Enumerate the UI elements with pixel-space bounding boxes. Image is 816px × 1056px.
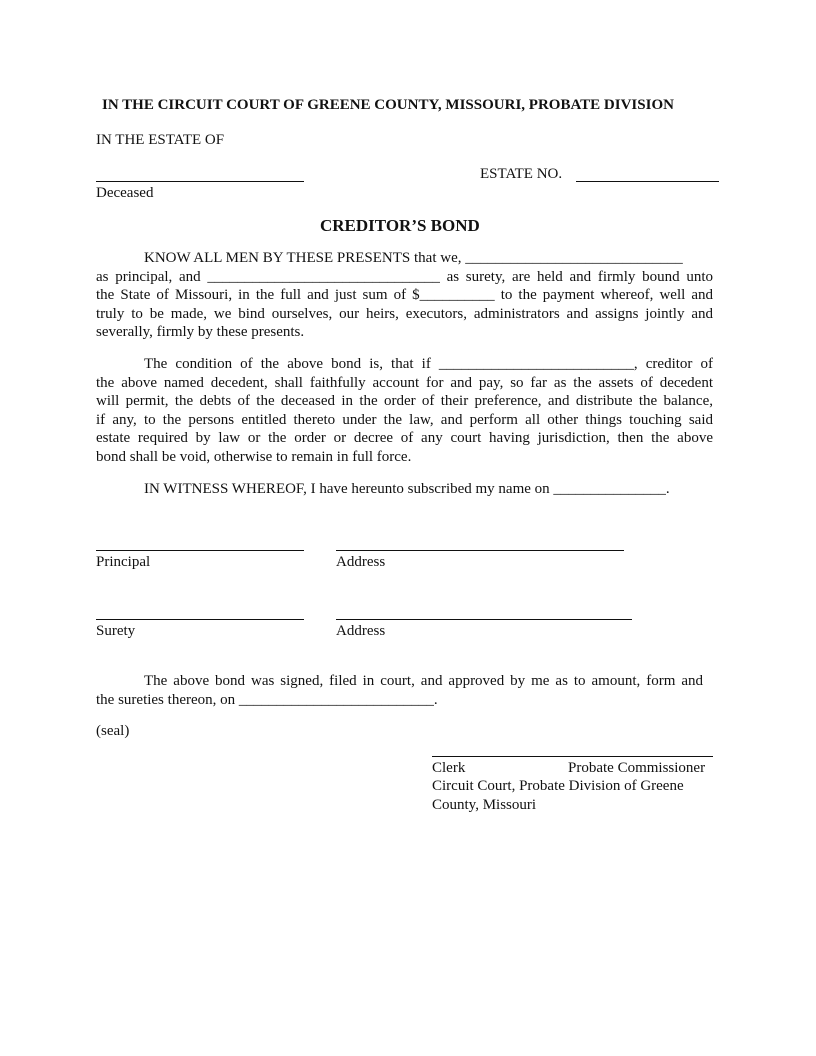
clerk-label: Clerk bbox=[432, 760, 466, 776]
witness-statement: IN WITNESS WHEREOF, I have hereunto subscribed my name on _______________. bbox=[144, 481, 670, 497]
court-name-line-2: County, Missouri bbox=[432, 797, 537, 813]
estate-no-line[interactable] bbox=[576, 181, 719, 182]
paragraph-line: The above bond was signed, filed in court, and approved by me as to amount, form and bbox=[144, 673, 703, 689]
seal-label: (seal) bbox=[96, 723, 130, 739]
paragraph-line: estate required by law or the order or decree of any court having jurisdiction, then the above bbox=[96, 430, 713, 447]
paragraph-line: as principal, and _______________________________ as surety, are held and firmly bound unto bbox=[96, 268, 713, 285]
court-name-line-1: Circuit Court, Probate Division of Greene bbox=[432, 778, 684, 794]
condition-paragraph bbox=[96, 355, 713, 467]
clerk-signature-line[interactable] bbox=[432, 756, 713, 757]
surety-label: Surety bbox=[96, 623, 136, 639]
paragraph-line: KNOW ALL MEN BY THESE PRESENTS that we, _____________________________ bbox=[144, 250, 683, 266]
paragraph-line: severally, firmly by these presents. bbox=[96, 324, 305, 341]
document-title: CREDITOR’S BOND bbox=[320, 216, 480, 235]
bond-paragraph bbox=[96, 249, 713, 342]
surety-signature-line[interactable] bbox=[96, 619, 304, 620]
approval-paragraph bbox=[96, 672, 703, 709]
address-label: Address bbox=[336, 554, 386, 570]
deceased-label: Deceased bbox=[96, 185, 154, 201]
court-heading: IN THE CIRCUIT COURT OF GREENE COUNTY, MISSOURI, PROBATE DIVISION bbox=[102, 97, 674, 113]
address-label: Address bbox=[336, 623, 386, 639]
paragraph-line: the sureties thereon, on __________________________. bbox=[96, 691, 438, 708]
principal-address-line[interactable] bbox=[336, 550, 624, 551]
principal-signature-line[interactable] bbox=[96, 550, 304, 551]
paragraph-line: the State of Missouri, in the full and just sum of $__________ to the payment whereof, well and bbox=[96, 287, 713, 304]
paragraph-line: the above named decedent, shall faithfully account for and pay, so far as the assets of decedent bbox=[96, 374, 713, 391]
estate-of-label: IN THE ESTATE OF bbox=[96, 132, 225, 148]
deceased-name-line[interactable] bbox=[96, 181, 304, 182]
principal-label: Principal bbox=[96, 554, 151, 570]
paragraph-line: will permit, the debts of the deceased in the order of their preference, and distribute the balance, bbox=[96, 393, 713, 410]
probate-commissioner-label: Probate Commissioner bbox=[568, 760, 706, 776]
paragraph-line: The condition of the above bond is, that if __________________________, creditor of bbox=[144, 356, 713, 372]
estate-no-label: ESTATE NO. bbox=[480, 166, 563, 182]
paragraph-line: if any, to the persons entitled thereto under the law, and perform all other things touching said bbox=[96, 411, 713, 428]
paragraph-line: truly to be made, we bind ourselves, our heirs, executors, administrators and assigns jointly and bbox=[96, 305, 713, 322]
surety-address-line[interactable] bbox=[336, 619, 632, 620]
paragraph-line: bond shall be void, otherwise to remain in full force. bbox=[96, 448, 412, 465]
